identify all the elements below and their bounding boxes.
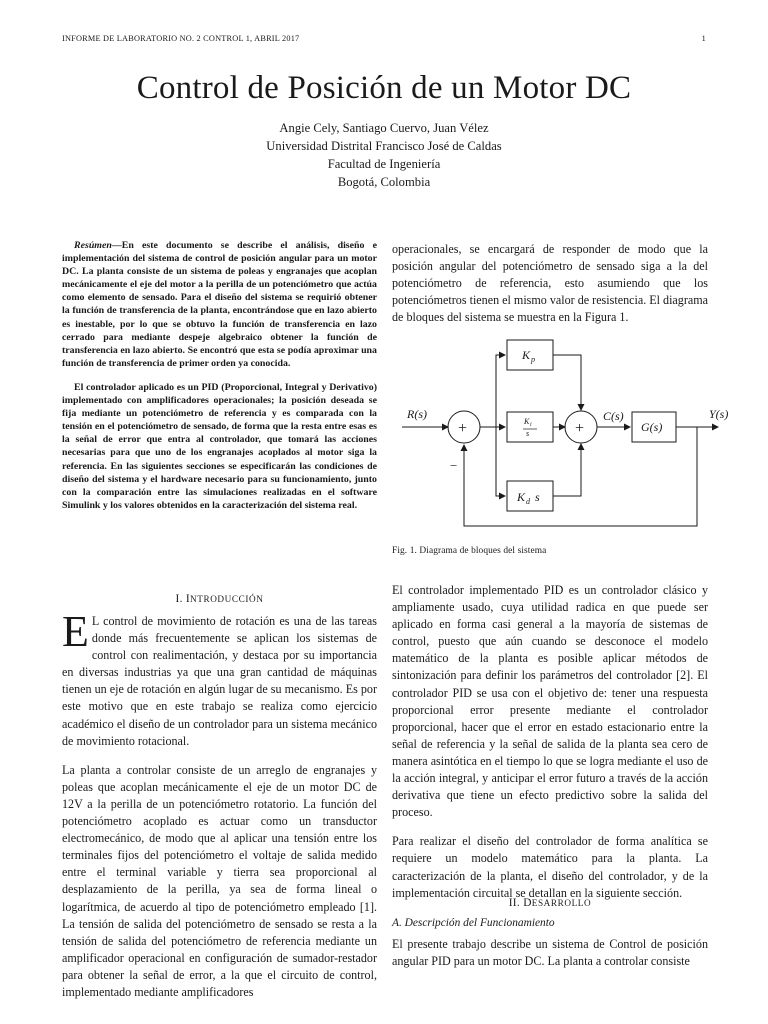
kp-to-sum2 xyxy=(553,355,581,410)
abstract-paragraph-2: El controlador aplicado es un PID (Proporcional, Integral y Derivativo) implementado con amplificadores operacionales; la posición deseada se fija mediante un potenciómetro de referencia y es comparada con la tensión en el potenciómetro de sensado, de forma que la resta entre esas es la señal de error que entra al controlador, que tomará las acciones necesarias para que uno de los engranajes acoplados al motor siga la referencia. En las siguientes secciones se especificarán las condiciones de diseño del sistema y el hardware necesario para su funcionamiento, junto con la comparación entre las simulaciones realizadas en el software Simulink y los valores obtenidos en la caracterización del sistema real. xyxy=(62,381,377,511)
abstract xyxy=(62,239,377,523)
author-block xyxy=(0,119,768,191)
drop-cap: E xyxy=(62,607,89,656)
label-ki-sub: i xyxy=(530,422,532,428)
kd-to-sum2 xyxy=(553,444,581,496)
running-header xyxy=(62,34,706,43)
branch-to-kd xyxy=(496,427,505,496)
page-number: 1 xyxy=(701,34,706,43)
label-ki-num: K xyxy=(524,417,530,426)
paper-title: Control de Posición de un Motor DC xyxy=(136,70,632,106)
label-plant: G(s) xyxy=(641,420,663,434)
author-names: Angie Cely, Santiago Cuervo, Juan Vélez xyxy=(279,121,489,135)
subsection-heading: A. Descripción del Funcionamiento xyxy=(392,917,555,929)
block-diagram-figure xyxy=(392,334,729,540)
right-column-bottom xyxy=(392,936,708,982)
right-paragraph-2: El controlador implementado PID es un controlador clásico y ampliamente usado, cuya utilidad radica en que puede ser aplicado en forma casi general a la mayoría de sistemas de control, puesto que aún cuando se desconoce el modelo matemático de la planta es posible aplicar métodos de sintonización para definir los parámetros del controlador [2]. El controlador PID se usa con el objetivo de: tener una respuesta proporcional error presente mediante el controlador proporcional, hacer que el error en estado estacionario entre la señal de referencia y la señal de salida de la planta sea cero de manera asintótica en el tiempo lo que se logra mediante el uso de la acción integral, y anticipar el error futuro a través de la acción derivativa que tiene un efecto predictivo sobre la salida del proceso. xyxy=(392,583,708,820)
label-input: R(s) xyxy=(407,407,427,421)
label-kp: K xyxy=(522,348,531,362)
intro-paragraph-1: E L control de movimiento de rotación es una de las tareas donde más frecuentemente se aplican los sistemas de control con realimentación, y destaca por su importancia en diversas industrias ya que una gran cantidad de máquinas tienen un eje de rotación en algún lugar de su mecanismo. Es por este motivo que en este trabajo se realiza como ejercicio académico el diseño de un controlador para un sistema mecánico de movimiento rotacional. xyxy=(62,607,377,748)
sum2-plus: + xyxy=(575,420,585,437)
affiliation-university: Universidad Distrital Francisco José de Caldas xyxy=(266,139,502,153)
intro-paragraph-2: La planta a controlar consiste de un arreglo de engranajes y poleas que acoplan mecánicamente el eje de un motor DC de 12V a la perilla de un potenciómetro rotatorio. La función del potenciómetro acoplado es actuar como un transductor electromecánico, de modo que al aplicar una tensión entre los terminales fijos del potenciómetro el voltaje de salida medido entre el terminal variable y tierra sea proporcional al desplazamiento de la perilla, ya sea de forma lineal o logarítmica, de acuerdo al tipo de potenciómetro empleado [1]. La tensión de salida del potenciómetro de sensado se resta a la tensión de salida del potenciómetro de referencia mediante un amplificador operacional en configuración de sumador-restador para obtener la señal de error, a la que el circuito de control, implementado mediante amplificadores xyxy=(62,762,377,999)
kd-block xyxy=(507,481,553,511)
feedback-minus: − xyxy=(450,458,458,473)
right-paragraph-3: Para realizar el diseño del controlador de forma analítica se requiere un modelo matemático para la planta. La caracterización de la planta, el diseño del controlador, y de la implementación circuital se detallan en la siguiente sección. xyxy=(392,834,708,900)
right-column-top xyxy=(392,241,708,338)
abstract-dash: — xyxy=(111,240,122,251)
label-output: Y(s) xyxy=(709,407,729,421)
sum1-plus: + xyxy=(458,420,468,437)
right-paragraph-4: El presente trabajo describe un sistema de Control de posición angular PID para un motor DC. La planta a controlar consiste xyxy=(392,937,708,969)
figure-caption: Fig. 1. Diagrama de bloques del sistema xyxy=(392,546,547,556)
right-column-body xyxy=(392,582,708,914)
abstract-paragraph-1 xyxy=(62,239,377,370)
label-control: C(s) xyxy=(603,409,624,423)
running-head-text: INFORME DE LABORATORIO NO. 2 CONTROL 1, ABRIL 2017 xyxy=(62,34,300,43)
label-kd-sub: d xyxy=(526,497,530,506)
label-kp-sub: p xyxy=(531,355,535,364)
introduccion-body xyxy=(62,607,377,1013)
section-heading-introduccion: I. INTRODUCCIÓN xyxy=(175,593,264,605)
affiliation-faculty: Facultad de Ingeniería xyxy=(327,157,441,171)
affiliation-location: Bogotá, Colombia xyxy=(337,175,431,189)
right-paragraph-1: operacionales, se encargará de responder de modo que la posición angular del potenciómetro de sensado siga a la del potenciómetro de referencia, esto asumiendo que los potenciómetros tienen el mismo valor de resistencia. El diagrama de bloques del sistema se muestra en la Figura 1. xyxy=(392,242,709,325)
abstract-label: Resúmen xyxy=(74,240,112,251)
label-kd: K xyxy=(517,490,526,504)
label-kd-s: s xyxy=(535,490,540,504)
branch-to-kp xyxy=(496,355,505,427)
abstract-text-1: En este documento se describe el análisis, diseño e implementación del sistema de control de posición angular para un motor DC. La planta consiste de un sistema de poleas y engranajes que acoplan mecánicamente el eje del motor a la perilla de un potenciómetro que actúa como elemento de sensado. Para el diseño del sistema se requirió obtener la función de transferencia de la planta, encontrándose que en lazo abierto es inestable, por lo que se obtuvo la función de transferencia en lazo cerrado para mediante despeje algebraico obtener la función de transferencia en lazo abierto. Se encontró que esta se podía aproximar una función de transferencia de primer orden ya conocida. xyxy=(62,240,377,369)
label-ki-den: s xyxy=(526,429,530,438)
section-heading-desarrollo: II. DESARROLLO xyxy=(508,897,592,909)
